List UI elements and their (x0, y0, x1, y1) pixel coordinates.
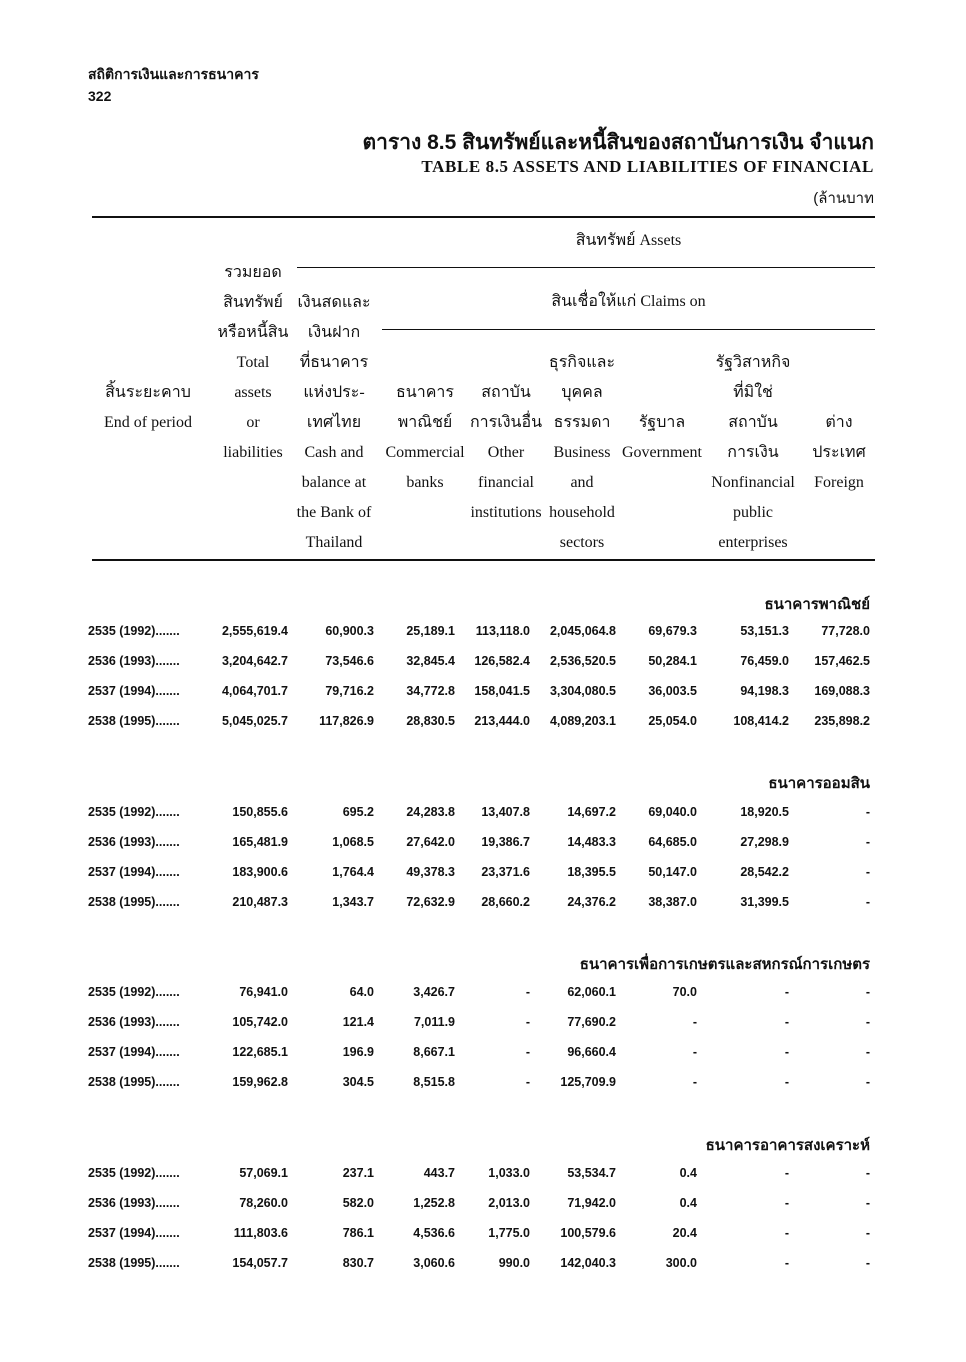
col-header-period: สิ้นระยะคาบ End of period (104, 384, 192, 431)
header-bottom-rule (92, 559, 875, 561)
claims-rule (382, 329, 875, 330)
running-title: สถิติการเงินและการธนาคาร (88, 66, 259, 82)
table-row: 2538 (1995)....... 5,045,025.7 117,826.9 28,830.5 213,444.0 4,089,203.1 25,054.0 108,414.2 235,898.2 (88, 714, 870, 728)
section-title: ธนาคารอาคารสงเคราะห์ (705, 1137, 870, 1154)
claims-group-header: สินเชื่อให้แก่ Claims on (551, 293, 706, 310)
table-row: 2538 (1995)....... 159,962.8 304.5 8,515.8 - 125,709.9 - - - (88, 1075, 870, 1089)
table-row: 2537 (1994)....... 122,685.1 196.9 8,667.1 - 96,660.4 - - - (88, 1045, 870, 1059)
table-row: 2535 (1992)....... 2,555,619.4 60,900.3 25,189.1 113,118.0 2,045,064.8 69,679.3 53,151.3 77,728.0 (88, 624, 870, 638)
table-row: 2535 (1992)....... 150,855.6 695.2 24,283.8 13,407.8 14,697.2 69,040.0 18,920.5 - (88, 805, 870, 819)
top-rule (92, 216, 875, 218)
table-row: 2538 (1995)....... 154,057.7 830.7 3,060.6 990.0 142,040.3 300.0 - - (88, 1256, 870, 1270)
table-row: 2535 (1992)....... 57,069.1 237.1 443.7 1,033.0 53,534.7 0.4 - - (88, 1166, 870, 1180)
page-number: 322 (88, 88, 112, 104)
col-header-foreign: ต่าง ประเทศ Foreign (812, 414, 866, 491)
col-header-business: ธุรกิจและ บุคคล ธรรมดา Business and household sectors (548, 354, 616, 551)
table-row: 2537 (1994)....... 111,803.6 786.1 4,536.6 1,775.0 100,579.6 20.4 - - (88, 1226, 870, 1240)
col-header-commercial: ธนาคาร พาณิชย์ Commercial banks (385, 384, 465, 491)
section-title: ธนาคารเพื่อการเกษตรและสหกรณ์การเกษตร (579, 956, 870, 973)
col-header-total: รวมยอด สินทรัพย์ หรือหนี้สิน Total assets or liabilities (217, 264, 289, 461)
col-header-nonfinancial: รัฐวิสาหกิจ ที่มิใช่ สถาบัน การเงิน Nonfinancial public enterprises (711, 354, 795, 551)
section-title: ธนาคารพาณิชย์ (764, 596, 870, 613)
table-row: 2538 (1995)....... 210,487.3 1,343.7 72,632.9 28,660.2 24,376.2 38,387.0 31,399.5 - (88, 895, 870, 909)
assets-group-header: สินทรัพย์ Assets (575, 232, 682, 249)
unit-label: (ล้านบาท (813, 190, 874, 207)
table-row: 2536 (1993)....... 165,481.9 1,068.5 27,642.0 19,386.7 14,483.3 64,685.0 27,298.9 - (88, 835, 870, 849)
col-header-other-financial: สถาบัน การเงินอื่น Other financial institutions (469, 384, 543, 521)
table-row: 2537 (1994)....... 183,900.6 1,764.4 49,378.3 23,371.6 18,395.5 50,147.0 28,542.2 - (88, 865, 870, 879)
table-row: 2536 (1993)....... 78,260.0 582.0 1,252.8 2,013.0 71,942.0 0.4 - - (88, 1196, 870, 1210)
table-row: 2535 (1992)....... 76,941.0 64.0 3,426.7 - 62,060.1 70.0 - - (88, 985, 870, 999)
table-row: 2536 (1993)....... 3,204,642.7 73,546.6 32,845.4 126,582.4 2,536,520.5 50,284.1 76,459.0 157,462.5 (88, 654, 870, 668)
table-title-english: TABLE 8.5 ASSETS AND LIABILITIES OF FINANCIAL (421, 157, 874, 176)
table-row: 2537 (1994)....... 4,064,701.7 79,716.2 34,772.8 158,041.5 3,304,080.5 36,003.5 94,198.3 169,088.3 (88, 684, 870, 698)
table-title-thai: ตาราง 8.5 สินทรัพย์และหนี้สินของสถาบันการเงิน จำแนก (362, 131, 874, 154)
section-title: ธนาคารออมสิน (768, 775, 870, 792)
assets-rule (297, 267, 875, 268)
col-header-government: รัฐบาล Government (622, 414, 702, 461)
table-row: 2536 (1993)....... 105,742.0 121.4 7,011.9 - 77,690.2 - - - (88, 1015, 870, 1029)
col-header-cash: เงินสดและ เงินฝาก ที่ธนาคาร แห่งประ- เทศไทย Cash and balance at the Bank of Thailand (296, 294, 372, 551)
